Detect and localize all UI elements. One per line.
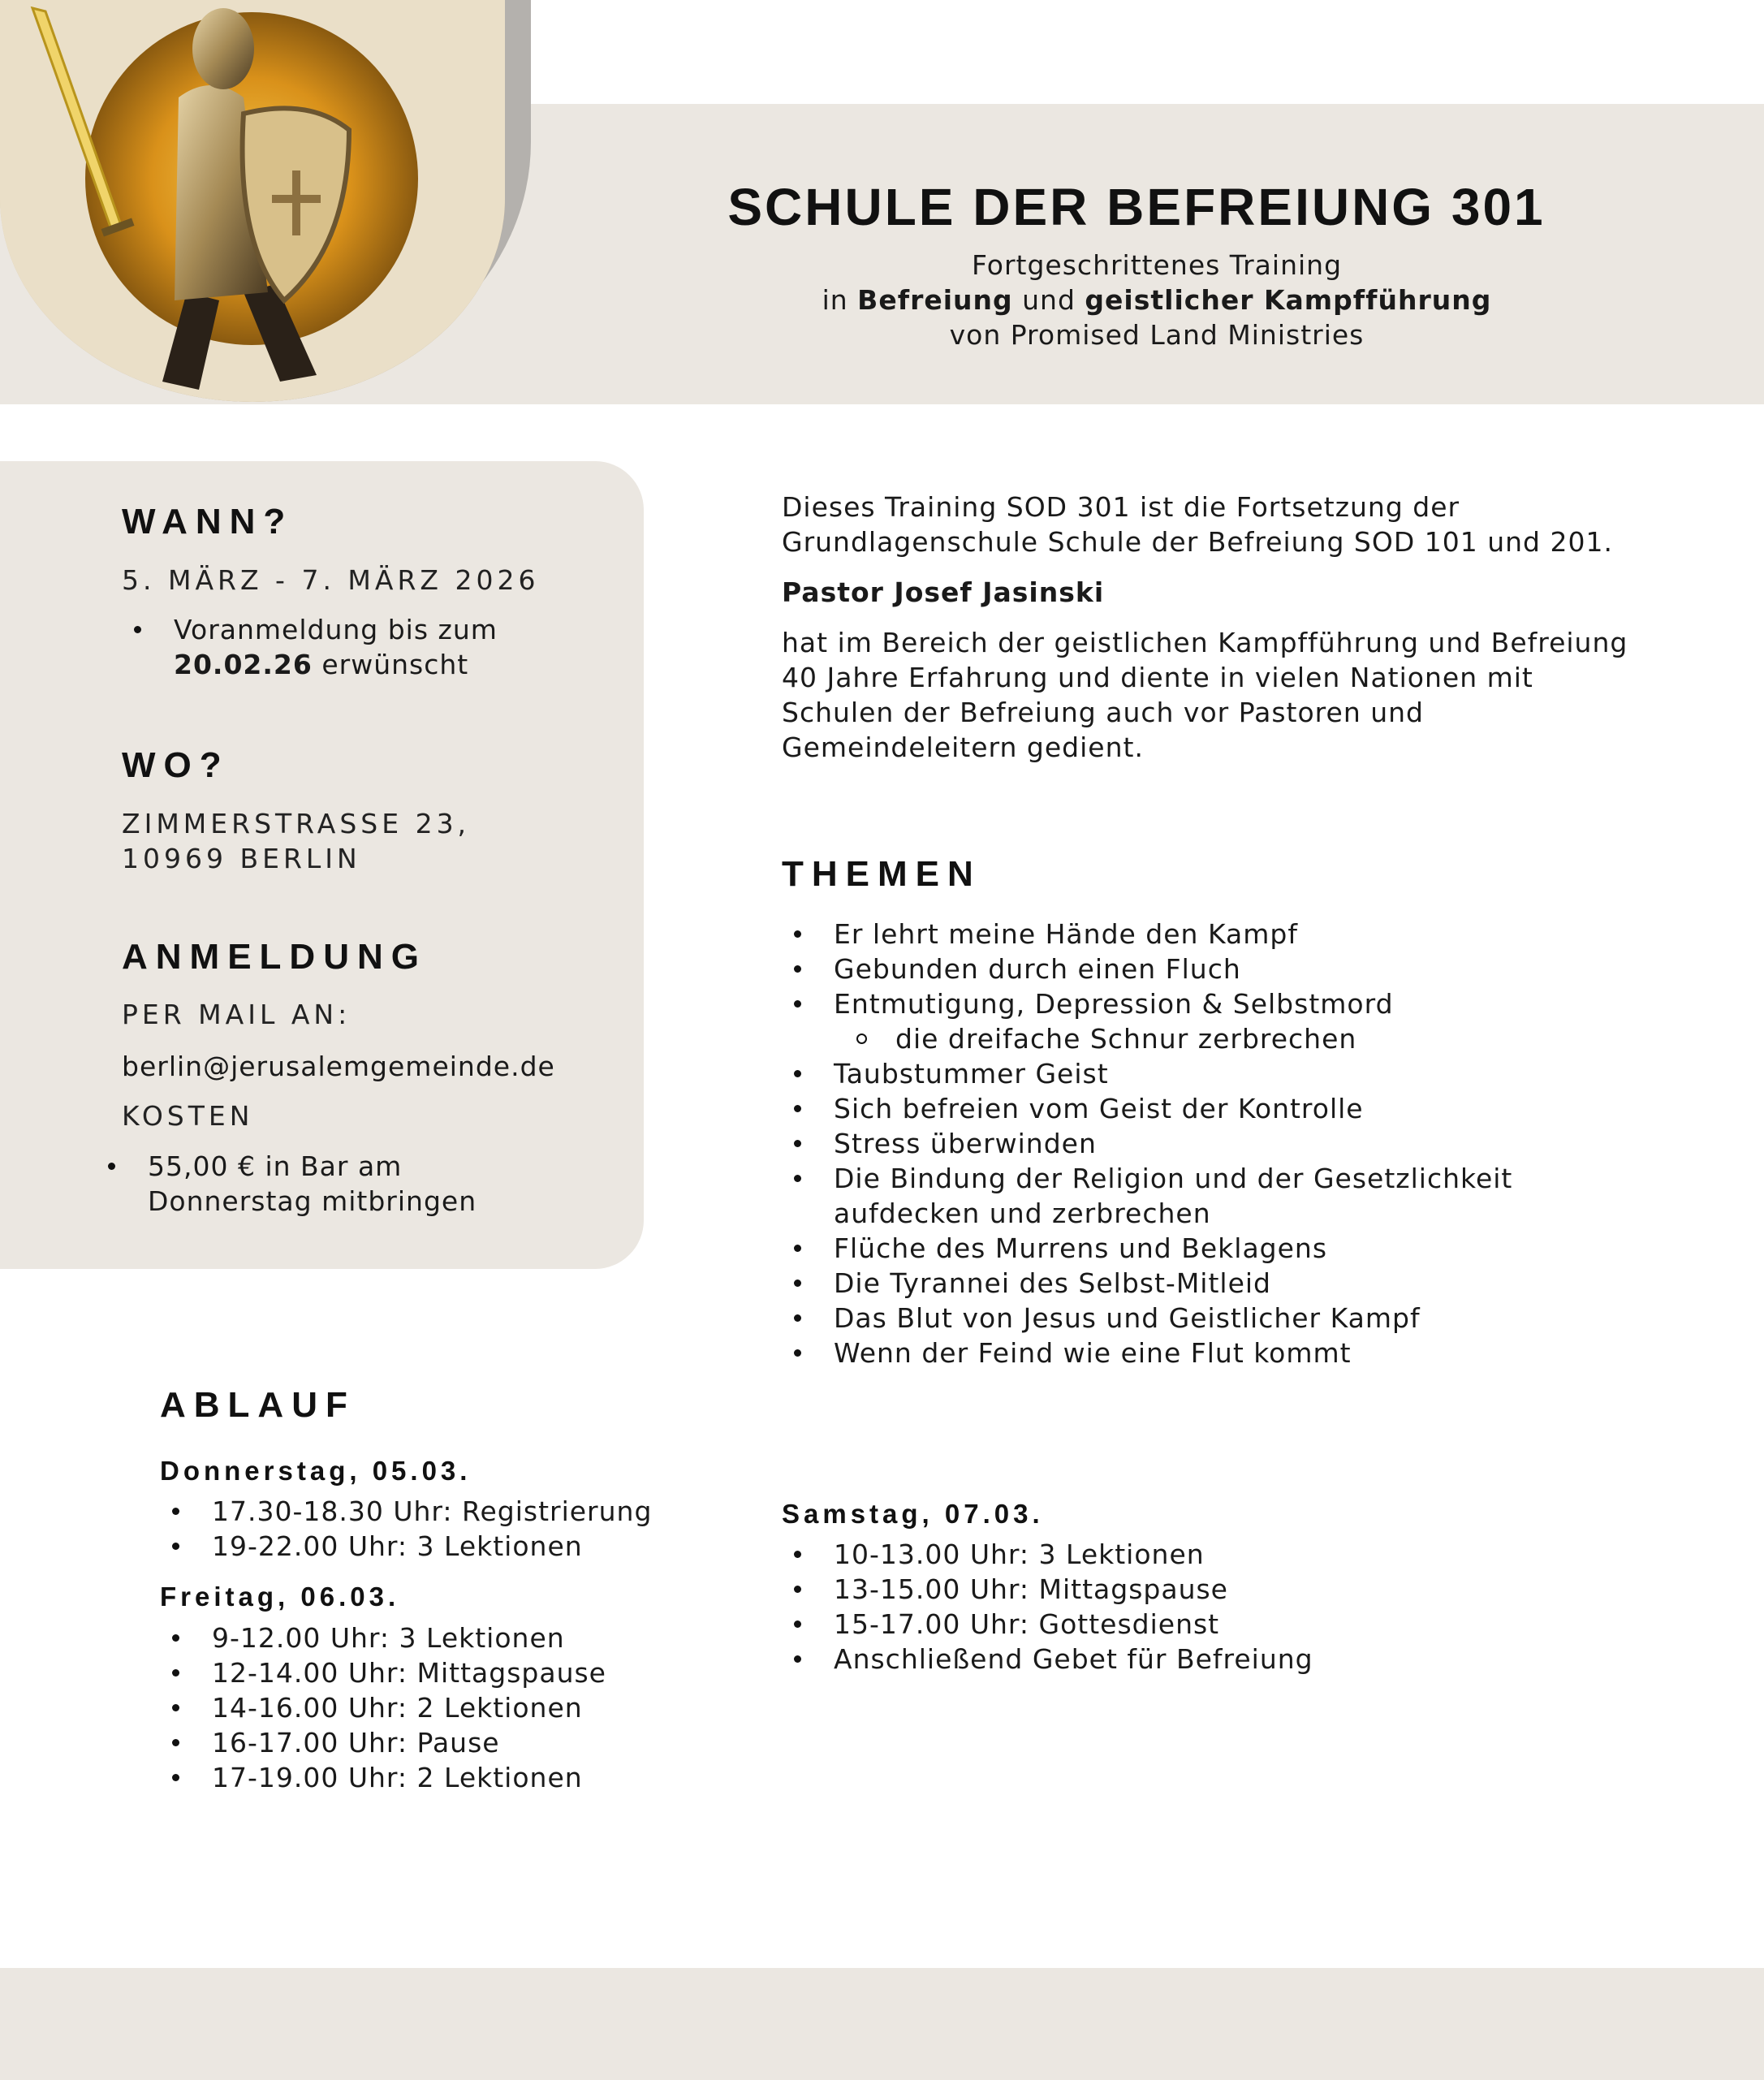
address-city: 10969 BERLIN — [122, 843, 361, 874]
schedule-item: 17-19.00 Uhr: 2 Lektionen — [160, 1760, 728, 1795]
topic-item: Flüche des Murrens und Beklagens — [782, 1231, 1715, 1266]
schedule-item: 9-12.00 Uhr: 3 Lektionen — [160, 1620, 728, 1655]
where-heading: WO? — [122, 745, 230, 785]
schedule-item: 12-14.00 Uhr: Mittagspause — [160, 1655, 728, 1690]
topic-item: Das Blut von Jesus und Geistlicher Kampf — [782, 1301, 1715, 1336]
subtitle-line-1: Fortgeschrittenes Training — [971, 249, 1343, 281]
intro-paragraph: Dieses Training SOD 301 ist die Fortsetzung der Grundlagenschule Schule der Befreiung SOD 101 und 201. — [782, 491, 1613, 558]
cost-label: KOSTEN — [122, 1100, 254, 1132]
topic-item: Er lehrt meine Hände den Kampf — [782, 917, 1715, 952]
list-item: Voranmeldung bis zum 20.02.26 erwünscht — [122, 612, 609, 682]
schedule-item: 13-15.00 Uhr: Mittagspause — [782, 1572, 1675, 1607]
address-street: ZIMMERSTRASSE 23, — [122, 808, 471, 839]
topics-list — [782, 917, 1715, 1370]
topic-item: Entmutigung, Depression & Selbstmord — [782, 986, 1715, 1021]
topic-item: Sich befreien vom Geist der Kontrolle — [782, 1091, 1715, 1126]
topic-item: Gebunden durch einen Fluch — [782, 952, 1715, 986]
schedule-item: 15-17.00 Uhr: Gottesdienst — [782, 1607, 1675, 1642]
topic-item: Stress überwinden — [782, 1126, 1715, 1161]
subtitle — [568, 248, 1745, 352]
subtitle-line-3: von Promised Land Ministries — [949, 319, 1365, 351]
topic-item: Die Bindung der Religion und der Gesetzlichkeit aufdecken und zerbrechen — [782, 1161, 1715, 1231]
schedule-item: 17.30-18.30 Uhr: Registrierung — [160, 1494, 728, 1529]
schedule-item: 14-16.00 Uhr: 2 Lektionen — [160, 1690, 728, 1725]
list-item: 55,00 € in Bar am Donnerstag mitbringen — [96, 1149, 623, 1219]
knight-image — [0, 0, 505, 402]
topics-heading: THEMEN — [782, 854, 981, 894]
schedule-day-friday: Freitag, 06.03. — [160, 1582, 400, 1612]
schedule-list-saturday — [782, 1537, 1675, 1677]
page-title: SCHULE DER BEFREIUNG 301 — [727, 178, 1546, 236]
schedule-list-thursday — [160, 1494, 728, 1564]
registration-deadline-list — [122, 612, 609, 682]
schedule-item: 19-22.00 Uhr: 3 Lektionen — [160, 1529, 728, 1564]
schedule-item: 16-17.00 Uhr: Pause — [160, 1725, 728, 1760]
schedule-item: Anschließend Gebet für Befreiung — [782, 1642, 1675, 1677]
schedule-day-saturday: Samstag, 07.03. — [782, 1499, 1044, 1529]
topic-item: Wenn der Feind wie eine Flut kommt — [782, 1336, 1715, 1370]
event-dates: 5. MÄRZ - 7. MÄRZ 2026 — [122, 564, 540, 596]
subtitle-line-2: in Befreiung und geistlicher Kampfführung — [822, 284, 1492, 316]
topic-item: Die Tyrannei des Selbst-Mitleid — [782, 1266, 1715, 1301]
topic-subitem: die dreifache Schnur zerbrechen — [782, 1021, 1715, 1056]
when-heading: WANN? — [122, 502, 294, 542]
registration-heading: ANMELDUNG — [122, 937, 427, 977]
schedule-list-friday — [160, 1620, 728, 1795]
speaker-bio: hat im Bereich der geistlichen Kampfführung und Befreiung 40 Jahre Erfahrung und diente in vielen Nationen mit Schulen der Befreiung auch vor Pastoren und Gemeindeleitern gedient. — [782, 627, 1628, 763]
schedule-item: 10-13.00 Uhr: 3 Lektionen — [782, 1537, 1675, 1572]
cost-list — [96, 1149, 623, 1219]
schedule-day-thursday: Donnerstag, 05.03. — [160, 1456, 472, 1486]
registration-email-link[interactable]: berlin@jerusalemgemeinde.de — [122, 1051, 555, 1082]
address — [122, 806, 470, 876]
topic-item: Taubstummer Geist — [782, 1056, 1715, 1091]
schedule-heading: ABLAUF — [160, 1385, 356, 1425]
speaker-name: Pastor Josef Jasinski — [782, 576, 1105, 608]
footer-band — [0, 1968, 1764, 2080]
registration-by-mail: PER MAIL AN: — [122, 999, 352, 1030]
